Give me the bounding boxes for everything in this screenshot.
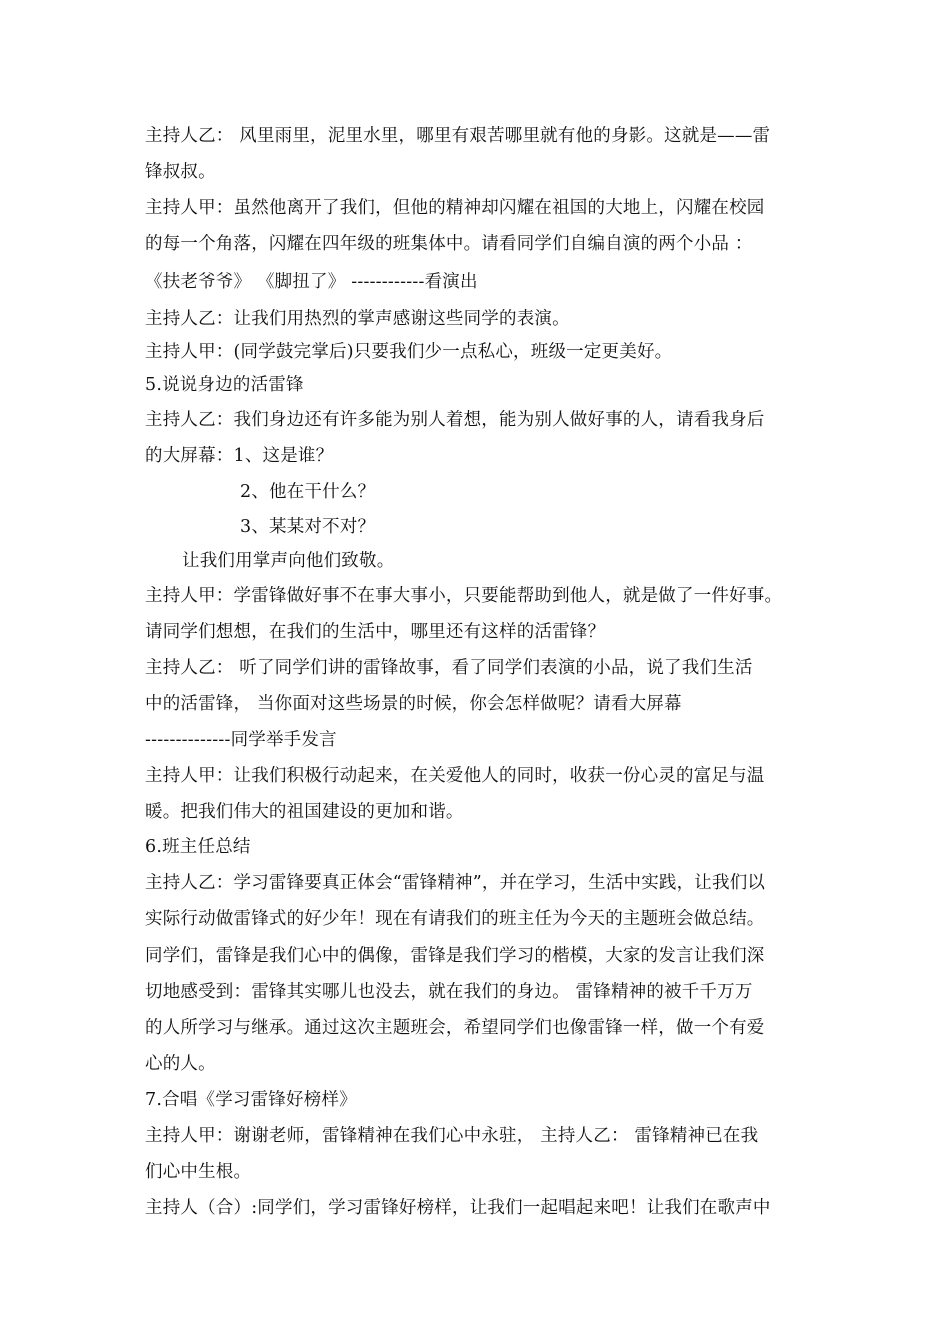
text-line: 主持人甲：虽然他离开了我们，但他的精神却闪耀在祖国的大地上，闪耀在校园 — [145, 198, 765, 218]
text-line: 主持人甲：(同学鼓完掌后)只要我们少一点私心，班级一定更美好。 — [145, 342, 673, 362]
text-line: 的每一个角落，闪耀在四年级的班集体中。请看同学们自编自演的两个小品 ： — [145, 234, 753, 254]
text-line: 主持人乙：我们身边还有许多能为别人着想，能为别人做好事的人，请看我身后 — [145, 410, 765, 430]
text-line: 主持人乙：学习雷锋要真正体会“雷锋精神”，并在学习，生活中实践，让我们以 — [145, 873, 766, 893]
section-heading: 6.班主任总结 — [145, 837, 251, 857]
text-line: 请同学们想想，在我们的生活中，哪里还有这样的活雷锋？ — [145, 622, 606, 642]
text-line: 的人所学习与继承。通过这次主题班会，希望同学们也像雷锋一样，做一个有爱 — [145, 1018, 765, 1038]
text-line: 锋叔叔。 — [145, 162, 216, 182]
list-item: 2、他在干什么？ — [240, 482, 376, 502]
section-heading: 7.合唱《学习雷锋好榜样》 — [145, 1090, 357, 1110]
text-line: 让我们用掌声向他们致敬。 — [182, 551, 395, 571]
text-line: 们心中生根。 — [145, 1162, 252, 1182]
text-line: 《扶老爷爷》 《脚扭了》 ------------看演出 — [145, 272, 478, 292]
text-line: 的大屏幕：1、这是谁？ — [145, 446, 334, 466]
text-line: 中的活雷锋， 当你面对这些场景的时候，你会怎样做呢？请看大屏幕 — [145, 694, 682, 714]
text-line: 主持人甲：让我们积极行动起来，在关爱他人的同时，收获一份心灵的富足与温 — [145, 766, 765, 786]
text-line: 主持人（合）:同学们，学习雷锋好榜样，让我们一起唱起来吧！让我们在歌声中 — [145, 1198, 771, 1218]
text-line: --------------同学举手发言 — [145, 730, 337, 750]
text-line: 主持人乙：让我们用热烈的掌声感谢这些同学的表演。 — [145, 309, 570, 329]
text-line: 主持人乙： 风里雨里，泥里水里，哪里有艰苦哪里就有他的身影。这就是——雷 — [145, 126, 771, 146]
text-line: 暖。把我们伟大的祖国建设的更加和谐。 — [145, 802, 464, 822]
text-line: 实际行动做雷锋式的好少年！现在有请我们的班主任为今天的主题班会做总结。 — [145, 909, 765, 929]
text-line: 主持人甲：学雷锋做好事不在事大事小，只要能帮助到他人，就是做了一件好事。 — [145, 586, 783, 606]
text-line: 切地感受到：雷锋其实哪儿也没去，就在我们的身边。 雷锋精神的被千千万万 — [145, 982, 753, 1002]
text-line: 主持人乙： 听了同学们讲的雷锋故事，看了同学们表演的小品，说了我们生活 — [145, 658, 753, 678]
text-line: 心的人。 — [145, 1054, 216, 1074]
list-item: 3、某某对不对？ — [240, 517, 376, 537]
text-line: 同学们，雷锋是我们心中的偶像，雷锋是我们学习的楷模，大家的发言让我们深 — [145, 946, 765, 966]
section-heading: 5.说说身边的活雷锋 — [145, 375, 304, 395]
text-line: 主持人甲：谢谢老师，雷锋精神在我们心中永驻， 主持人乙： 雷锋精神已在我 — [145, 1126, 759, 1146]
